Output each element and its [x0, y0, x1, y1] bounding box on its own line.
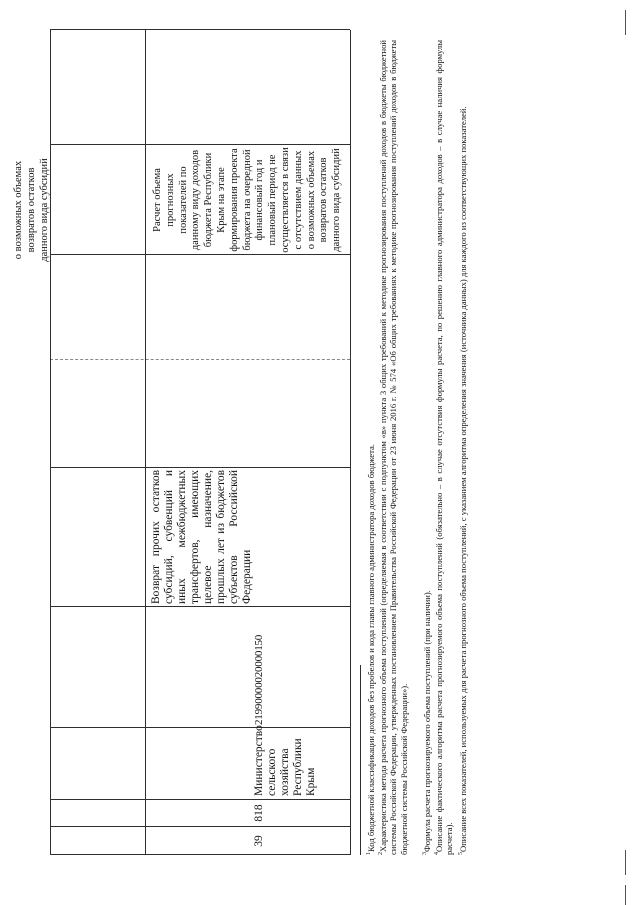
row-divider — [145, 30, 146, 145]
footnote-1: $^1$Код бюджетной классификации доходов без пробелов и кода главы главного администратора доходов бюджета. — [366, 444, 376, 855]
footnote-2: $^2$Характеристика метода расчета прогнозного объема поступлений (определяемая в соответствии с подпунктом «в» пункта 3 общих требований к методике прогнозирования поступлений доходов в бюджеты бюджетной системы Российской Федерации, утвержденных постановлением Правительства Российской Федерации от 23 июня 2016 г. № 574 «Об общих требованиях к методике прогнозирования поступлений доходов в бюджеты бюджетной системы Российской Федерации»). — [378, 40, 409, 855]
admin-code: 818 — [253, 804, 265, 822]
scan-edge-mark — [625, 850, 626, 875]
table-border-top — [50, 30, 51, 855]
kbk-code: 21990000020000150 — [253, 634, 265, 725]
footnote-4: $^4$Описание фактического алгоритма расчета прогнозируемого объема поступлений (обязательно – в случае отсутствия формулы расчета, по решению главного администратора доходов – в случае наличия формулы расчета). — [434, 40, 455, 855]
column-divider — [50, 606, 350, 607]
column-divider — [50, 799, 350, 800]
column-divider — [50, 467, 350, 468]
scan-edge-mark — [625, 885, 626, 905]
forecast-method-tail: о возможных объемах возвратов остатков данного вида субсидий — [13, 158, 50, 262]
administrator-name: Министерство сельского хозяйства Республики Крым — [253, 725, 317, 796]
row-number: 39 — [253, 835, 265, 847]
table-border-right — [50, 29, 350, 30]
income-description: Возврат прочих остатков субсидий, субвенций и иных межбюджетных трансфертов, имеющих целевое назначение, прошлых лет из бюджетов субъектов Российской Федерации — [150, 470, 253, 604]
forecast-method-description: Расчет объема прогнозных показателей по данному виду доходов бюджета Республики Крым на этапе формирования проекта бюджета на очередной финансовый год и плановый период не осуществляется в связи с отсутствием данных о возможных объемах возвратов остатков данного вида субсидий — [152, 147, 343, 253]
column-divider — [50, 727, 350, 728]
footnote-5: $^5$Описание всех показателей, используемых для расчета прогнозного объема поступлений, с указанием алгоритма определения значения (источника данных) для каждого из соответствующих показателей. — [458, 106, 468, 855]
column-divider — [50, 359, 350, 360]
table-border-left — [50, 854, 350, 855]
row-divider — [145, 145, 146, 855]
footnote-3: $^3$Формула расчета прогнозируемого объема поступлений (при наличии). — [422, 590, 432, 855]
footnote-separator — [360, 665, 361, 855]
column-divider — [50, 826, 350, 827]
table-border-bottom — [350, 30, 351, 855]
scan-edge-mark — [625, 10, 626, 35]
